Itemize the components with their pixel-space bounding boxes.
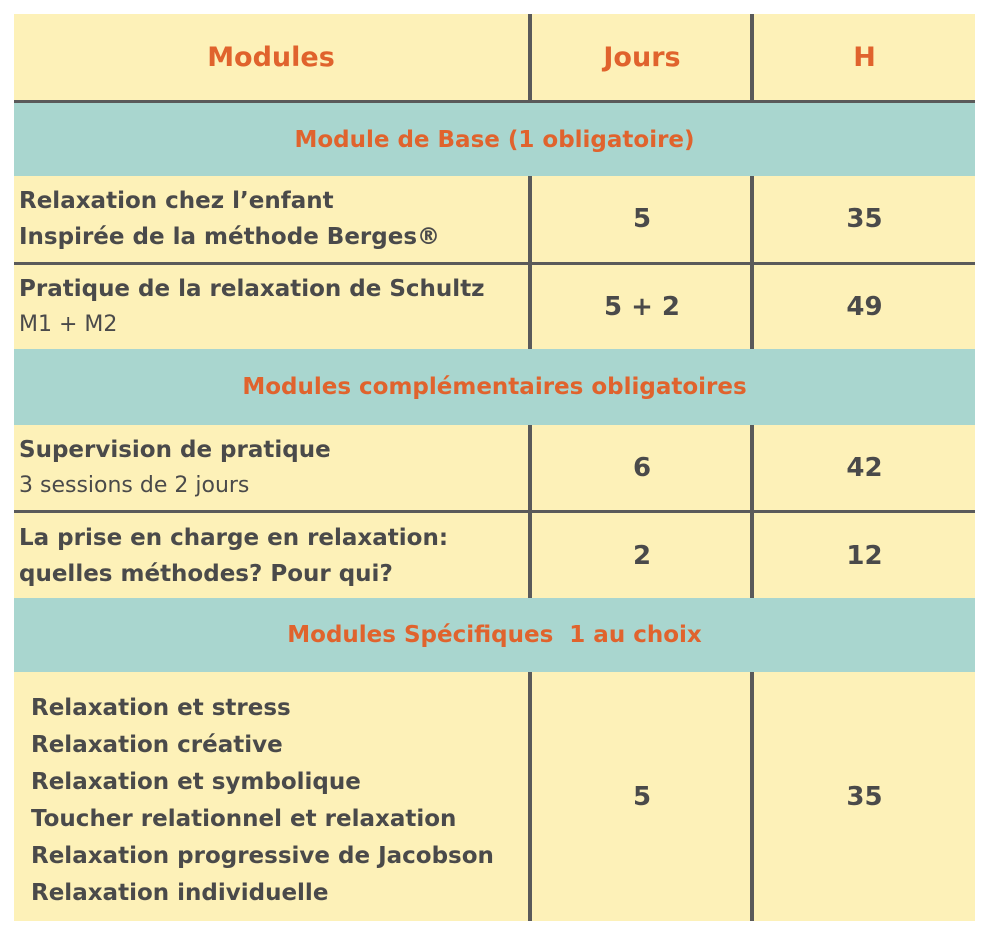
module-name: Supervision de pratique <box>19 436 331 463</box>
module-cell <box>14 672 528 921</box>
list-item: Toucher relationnel et relaxation <box>31 805 457 832</box>
jours-value: 2 <box>632 540 652 571</box>
list-item: Relaxation et stress <box>31 694 291 721</box>
jours-value: 5 <box>632 781 652 812</box>
module-cell <box>14 265 528 349</box>
list-item: Relaxation individuelle <box>31 879 329 906</box>
module-cell <box>14 425 528 510</box>
list-item: Relaxation créative <box>31 731 283 758</box>
heures-value: 49 <box>846 292 883 322</box>
heures-value: 12 <box>846 540 883 571</box>
module-detail: 3 sessions de 2 jours <box>19 472 250 498</box>
module-detail: M1 + M2 <box>19 312 118 337</box>
table-header-row <box>14 14 975 100</box>
module-detail: Inspirée de la méthode Berges® <box>19 224 441 250</box>
table-row <box>14 425 975 510</box>
jours-value: 5 + 2 <box>603 292 681 322</box>
table-row-specific <box>14 672 975 921</box>
heures-value: 35 <box>846 781 883 812</box>
module-cell <box>14 513 528 598</box>
table-row <box>14 176 975 262</box>
header-modules: Modules <box>207 41 335 73</box>
module-detail: quelles méthodes? Pour qui? <box>19 560 393 587</box>
table-row <box>14 265 975 349</box>
heures-value: 42 <box>846 452 883 483</box>
section-title: Module de Base (1 obligatoire) <box>294 126 695 153</box>
module-name: Pratique de la relaxation de Schultz <box>19 276 485 302</box>
modules-table <box>14 14 975 921</box>
section-title: Modules complémentaires obligatoires <box>242 374 747 400</box>
jours-value: 5 <box>632 204 652 234</box>
module-name: Relaxation chez l’enfant <box>19 188 334 214</box>
specific-modules-list <box>19 690 494 912</box>
section-title: Modules Spécifiques 1 au choix <box>287 622 702 648</box>
module-name: La prise en charge en relaxation: <box>19 524 449 551</box>
header-jours: Jours <box>603 41 681 73</box>
section-modules-complementaires <box>14 349 975 425</box>
section-module-de-base <box>14 103 975 176</box>
jours-value: 6 <box>632 452 652 483</box>
section-modules-specifiques <box>14 598 975 672</box>
list-item: Relaxation et symbolique <box>31 768 361 795</box>
module-cell <box>14 176 528 262</box>
table-row <box>14 513 975 598</box>
heures-value: 35 <box>846 204 883 234</box>
list-item: Relaxation progressive de Jacobson <box>31 842 494 869</box>
header-heures: H <box>853 41 876 73</box>
